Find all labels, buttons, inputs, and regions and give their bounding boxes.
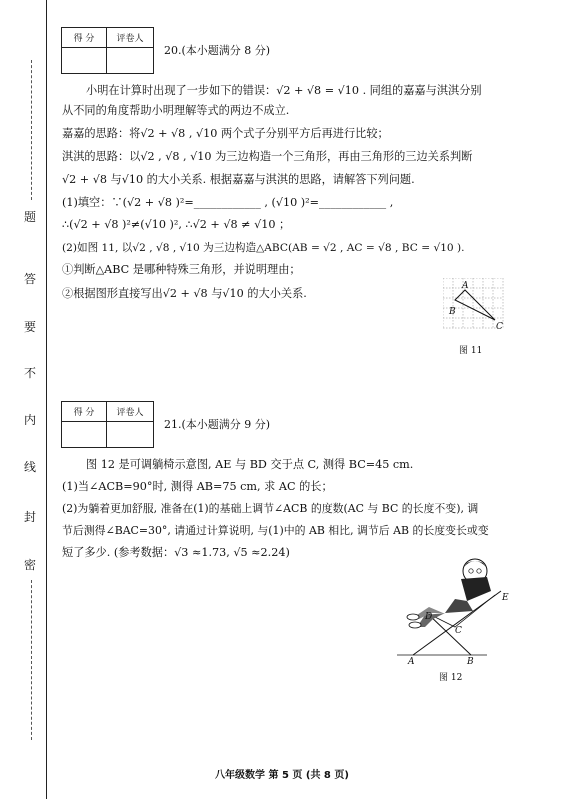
triangle-abc — [455, 290, 495, 320]
seal-char: 题 — [24, 210, 37, 224]
q20-line: ②根据图形直接写出√2 + √8 与√10 的大小关系. — [62, 287, 307, 300]
grader-header: 评卷人 — [107, 28, 154, 48]
point-label-a: A — [408, 657, 415, 667]
score-header: 得 分 — [62, 402, 107, 422]
seal-char: 不 — [24, 366, 37, 380]
figure-12-chair — [395, 555, 515, 670]
figure-12-caption: 图 12 — [439, 673, 463, 683]
question-title: 20.(本小题满分 8 分) — [164, 44, 271, 57]
seal-char: 封 — [24, 510, 37, 524]
question-title: 21.(本小题满分 9 分) — [164, 418, 271, 431]
q20-line: (1)填空：∵(√2 + √8 )²=____________ , (√10 )²=____________ , — [62, 196, 394, 209]
seal-char: 密 — [24, 558, 37, 572]
score-cell[interactable] — [62, 422, 107, 448]
grader-header: 评卷人 — [107, 402, 154, 422]
person-illustration — [407, 559, 491, 628]
point-label-c: C — [496, 322, 503, 332]
score-box — [61, 27, 154, 74]
page-footer: 八年级数学 第 5 页 (共 8 页) — [215, 770, 349, 781]
binding-margin-line — [46, 0, 47, 799]
q21-line: (1)当∠ACB=90°时, 测得 AB=75 cm, 求 AC 的长； — [62, 480, 333, 493]
grader-cell[interactable] — [107, 48, 154, 74]
seal-char: 答 — [24, 272, 37, 286]
cut-line — [31, 60, 32, 200]
q21-line: 节后测得∠BAC=30°, 请通过计算说明, 与(1)中的 AB 相比, 调节后 AB 的长度变长或变 — [62, 524, 489, 537]
point-label-a: A — [462, 281, 469, 291]
point-label-c: C — [455, 626, 462, 636]
point-label-d: D — [425, 612, 433, 622]
grader-cell[interactable] — [107, 422, 154, 448]
q20-line: (2)如图 11, 以√2 , √8 , √10 为三边构造△ABC(AB = √2 , AC = √8 , BC = √10 ). — [62, 242, 465, 254]
q20-line: ∴(√2 + √8 )²≠(√10 )², ∴√2 + √8 ≠ √10 ； — [62, 218, 291, 231]
point-label-e: E — [502, 593, 509, 603]
q20-line: 嘉嘉的思路：将√2 + √8 , √10 两个式子分别平方后再进行比较； — [62, 127, 389, 140]
figure-11-caption: 图 11 — [459, 346, 483, 356]
score-cell[interactable] — [62, 48, 107, 74]
cut-line — [31, 580, 32, 740]
q20-line: ①判断△ABC 是哪种特殊三角形，并说明理由； — [62, 263, 301, 276]
q20-line: 淇淇的思路：以√2 , √8 , √10 为三边构造一个三角形，再由三角形的三边关系判断 — [62, 150, 473, 163]
seal-char: 线 — [24, 460, 37, 474]
q20-line: 小明在计算时出现了一步如下的错误：√2 + √8 = √10 . 同组的嘉嘉与淇淇分别 — [86, 84, 482, 97]
score-header: 得 分 — [62, 28, 107, 48]
q21-line: 短了多少. (参考数据：√3 ≈1.73, √5 ≈2.24) — [62, 546, 290, 559]
point-label-b: B — [449, 307, 456, 317]
q20-line: √2 + √8 与√10 的大小关系. 根据嘉嘉与淇淇的思路，请解答下列问题. — [62, 173, 415, 186]
q20-line: 从不同的角度帮助小明理解等式的两边不成立. — [62, 104, 290, 117]
q21-line: (2)为躺着更加舒服, 准备在(1)的基础上调节∠ACB 的度数(AC 与 BC 的长度不变), 调 — [62, 502, 479, 515]
score-box — [61, 401, 154, 448]
point-label-b: B — [467, 657, 474, 667]
seal-char: 要 — [24, 320, 37, 334]
q21-line: 图 12 是可调躺椅示意图, AE 与 BD 交于点 C, 测得 BC=45 cm. — [86, 458, 414, 471]
seal-char: 内 — [24, 413, 37, 427]
